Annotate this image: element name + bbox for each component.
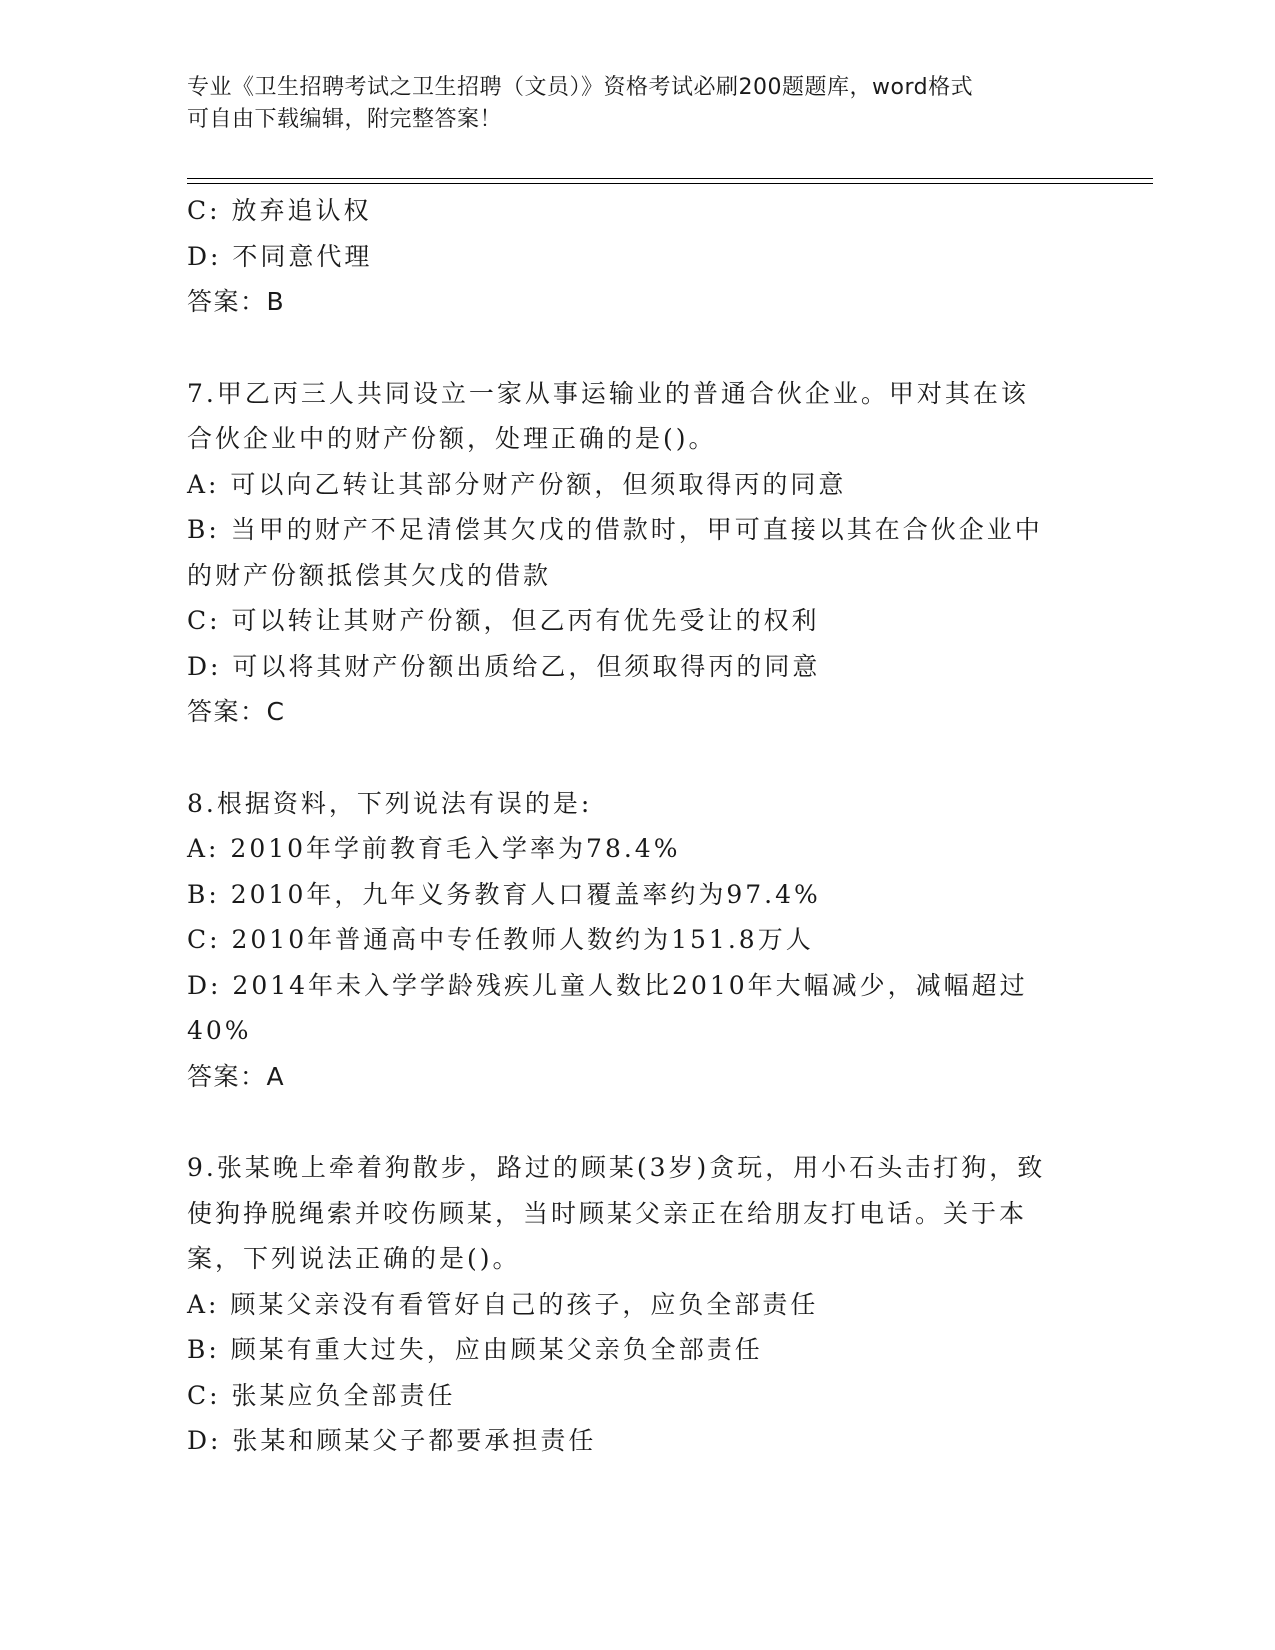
option-c: C: 放弃追认权: [187, 196, 372, 225]
option-d: D: 不同意代理: [187, 241, 373, 271]
spacer: [187, 1099, 1087, 1145]
option-d-continued: 40%: [187, 1016, 252, 1045]
document-header: [187, 72, 1067, 136]
question-stem: 9.张某晚上牵着狗散步，路过的顾某(3岁)贪玩，用小石头击打狗，致: [187, 1153, 1046, 1182]
option-c: C: 张某应负全部责任: [187, 1380, 456, 1410]
question-8: [187, 781, 1087, 1100]
header-rule-top: [187, 178, 1153, 179]
answer: 答案：B: [187, 287, 286, 316]
option-a: A: 可以向乙转让其部分财产份额，但须取得丙的同意: [187, 469, 847, 499]
header-rule-bottom: [187, 183, 1153, 184]
option-d: D: 可以将其财产份额出质给乙，但须取得丙的同意: [187, 651, 821, 681]
option-c: C: 可以转让其财产份额，但乙丙有优先受让的权利: [187, 606, 820, 635]
option-a: A: 顾某父亲没有看管好自己的孩子，应负全部责任: [187, 1289, 819, 1319]
option-a: A: 2010年学前教育毛入学率为78.4%: [187, 834, 681, 863]
question-7: [187, 371, 1087, 735]
header-line-2: 可自由下载编辑，附完整答案！: [187, 107, 503, 132]
question-list: [187, 188, 1087, 1464]
option-d: D: 2014年未入学学龄残疾儿童人数比2010年大幅减少，减幅超过: [187, 970, 1028, 1000]
question-stem: 使狗挣脱绳索并咬伤顾某，当时顾某父亲正在给朋友打电话。关于本: [187, 1198, 1028, 1228]
spacer: [187, 325, 1087, 371]
answer: 答案：A: [187, 1061, 286, 1091]
question-stem: 案，下列说法正确的是()。: [187, 1244, 521, 1273]
option-b: B: 顾某有重大过失，应由顾某父亲负全部责任: [187, 1335, 763, 1364]
header-line-1: 专业《卫生招聘考试之卫生招聘（文员）》资格考试必刷200题题库，word格式: [187, 75, 974, 100]
answer: 答案：C: [187, 697, 286, 726]
option-b: B: 2010年，九年义务教育人口覆盖率约为97.4%: [187, 879, 821, 909]
question-9: [187, 1145, 1087, 1464]
question-stem: 8.根据资料，下列说法有误的是:: [187, 788, 593, 818]
question-stem: 合伙企业中的财产份额，处理正确的是()。: [187, 424, 717, 453]
option-c: C: 2010年普通高中专任教师人数约为151.8万人: [187, 925, 814, 954]
option-d: D: 张某和顾某父子都要承担责任: [187, 1426, 597, 1455]
option-b: B: 当甲的财产不足清偿其欠戊的借款时，甲可直接以其在合伙企业中: [187, 515, 1043, 544]
spacer: [187, 735, 1087, 781]
question-stem: 7.甲乙丙三人共同设立一家从事运输业的普通合伙企业。甲对其在该: [187, 378, 1029, 408]
option-b-continued: 的财产份额抵偿其欠戊的借款: [187, 560, 552, 590]
question-6-tail: [187, 188, 1087, 325]
